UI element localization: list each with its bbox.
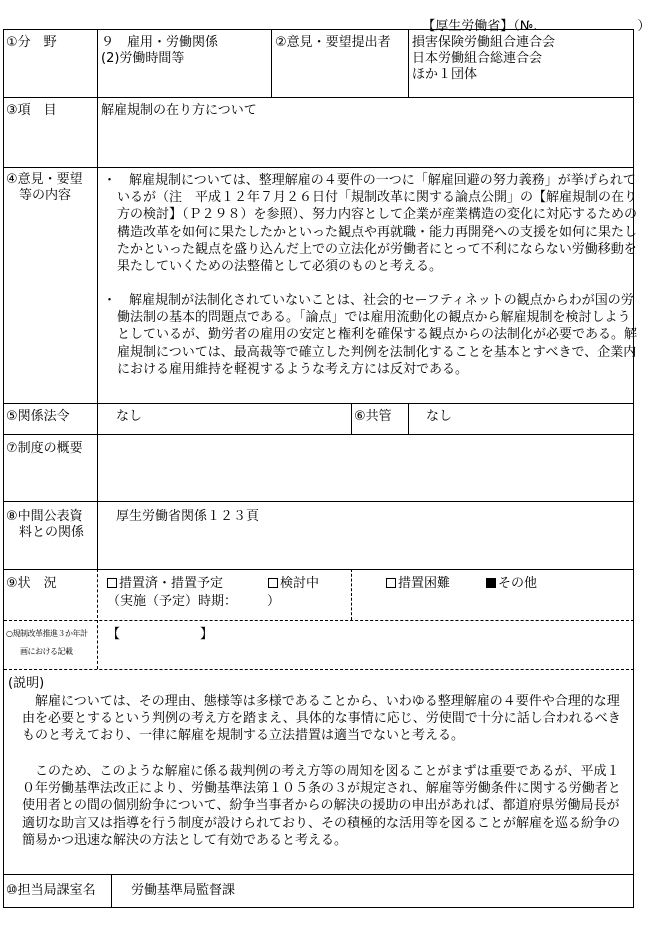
explanation-paragraph-1: 解雇については、その理由、態様等は多様であることから、いわゆる整理解雇の４要件や合理的な理由を必要とするという判例の考え方を踏まえ、具体的な事情に応じ、労使間で十分に話し合われるべきものと考えており、一律に解雇を規制する立法措置は適当でないと考える。 bbox=[22, 694, 621, 744]
system-overview-label: ⑦制度の概要 bbox=[6, 441, 83, 456]
dashed-col-divider bbox=[351, 569, 352, 620]
content-label-line1: ④意見・要望 bbox=[6, 172, 83, 187]
row-divider bbox=[4, 501, 634, 502]
status-label: ⑨状 況 bbox=[6, 576, 57, 591]
explanation-paragraph-2: このため、このような解雇に係る裁判例の考え方等の周知を図ることがまずは重要であるが、平成１０年労働基準法改正により、労働基準法第１０５条の３が規定され、解雇等労働条件に関する労働者と使用者との間の個別紛争について、紛争当事者からの解決の援助の申出があれば、都道府県労働局長が適切な助言又は指導を行う制度が設けられており、その積極的な活用等を図ることが解雇を巡る紛争の簡易かつ迅速な解決の方法として有効であると考える。 bbox=[22, 764, 621, 848]
label-column-divider bbox=[97, 29, 98, 569]
item-value: 解雇規制の在り方について bbox=[101, 103, 257, 118]
field-label: ①分 野 bbox=[6, 35, 57, 50]
col-divider bbox=[111, 874, 112, 907]
col-divider bbox=[271, 29, 272, 97]
submitter-line: 損害保険労働組合連合会 bbox=[412, 35, 556, 50]
col-divider bbox=[351, 403, 352, 434]
dashed-col-divider bbox=[97, 569, 98, 669]
status-option-considering[interactable]: 検討中 bbox=[268, 576, 319, 592]
joint-label: ⑥共管 bbox=[354, 409, 392, 424]
status-option-difficult[interactable]: 措置困難 bbox=[386, 576, 450, 592]
row-divider bbox=[4, 167, 634, 168]
dashed-divider bbox=[4, 620, 634, 621]
row-divider bbox=[4, 97, 634, 98]
content-paragraph-2: ・ 解雇規制が法制化されていないことは、社会的セーフティネットの観点からわが国の労働法制の基本的問題点である。「論点」では雇用流動化の観点から解雇規制を検討しようとしているが、勤労者の雇用の安定と権利を確保する観点からの法制化が必要である。解雇規制については、最高裁等で確立した判例を法制化することを基本とすべきで、企業内における雇用維持を軽視するような考え方には反対である。 bbox=[103, 293, 638, 377]
dashed-divider bbox=[4, 669, 634, 670]
table-border-top bbox=[4, 29, 634, 30]
status-option-implemented[interactable]: 措置済・措置予定 bbox=[107, 576, 223, 592]
related-laws-value: なし bbox=[116, 409, 143, 424]
status-period: （実施（予定）時期： ） bbox=[107, 594, 281, 609]
submitter-line: ほか１団体 bbox=[412, 67, 478, 82]
checkbox-icon bbox=[268, 578, 278, 588]
field-value-line1: ９ 雇用・労働関係 bbox=[101, 35, 219, 50]
table-border-bottom bbox=[4, 907, 634, 908]
checked-checkbox-icon bbox=[486, 578, 496, 588]
plan-label-line1: ○規制改革推進３か年計 bbox=[6, 629, 88, 638]
content-paragraph-1: ・ 解雇規制については、整理解雇の４要件の一つに「解雇回避の努力義務」が挙げられているが（注 平成１２年７月２６日付「規制改革に関する論点公開」の【解雇規制の在り方の検討】（Ｐ２９８）を参照）、努力内容として企業が産業構造の変化に対応するための構造改革を如何に果たしたかといった観点や再就職・能力再開発への支援を如何に果たしたかといった観点を盛り込んだ上での立法化が労働者にとって不利にならない労働移動を果たしていくための法整備として必須のものと考える。 bbox=[103, 173, 638, 275]
division-value: 労働基準局監督課 bbox=[131, 883, 236, 898]
plan-label-line2: 画における記載 bbox=[20, 647, 73, 656]
interim-label-line2: 料との関係 bbox=[19, 525, 85, 540]
interim-label-line1: ⑧中間公表資 bbox=[6, 509, 83, 524]
division-label: ⑩担当局課室名 bbox=[6, 883, 96, 898]
document-header bbox=[414, 3, 650, 35]
field-value-line2: (2)労働時間等 bbox=[101, 51, 185, 66]
content-label-line2: 等の内容 bbox=[19, 188, 72, 203]
submitter-label: ②意見・要望提出者 bbox=[275, 35, 391, 50]
col-divider bbox=[408, 29, 409, 97]
row-divider bbox=[4, 874, 634, 875]
related-laws-label: ⑤関係法令 bbox=[6, 409, 70, 424]
status-option-other[interactable]: その他 bbox=[486, 576, 537, 592]
submitter-line: 日本労働組合総連合会 bbox=[412, 51, 543, 66]
checkbox-icon bbox=[386, 578, 396, 588]
explanation-heading: (説明) bbox=[8, 676, 45, 691]
table-border-right bbox=[633, 29, 634, 908]
row-divider bbox=[4, 569, 634, 570]
row-divider bbox=[4, 434, 634, 435]
checkbox-icon bbox=[107, 578, 117, 588]
item-label: ③項 目 bbox=[6, 103, 57, 118]
col-divider bbox=[408, 403, 409, 434]
ministry-label: 【厚生労働省】（№. bbox=[422, 19, 538, 34]
table-border-left bbox=[3, 29, 4, 908]
row-divider bbox=[4, 403, 634, 404]
number-close: ） bbox=[637, 19, 650, 34]
joint-value: なし bbox=[426, 409, 453, 424]
interim-value: 厚生労働省関係１２３頁 bbox=[116, 509, 260, 524]
plan-value: 【 】 bbox=[107, 627, 214, 642]
